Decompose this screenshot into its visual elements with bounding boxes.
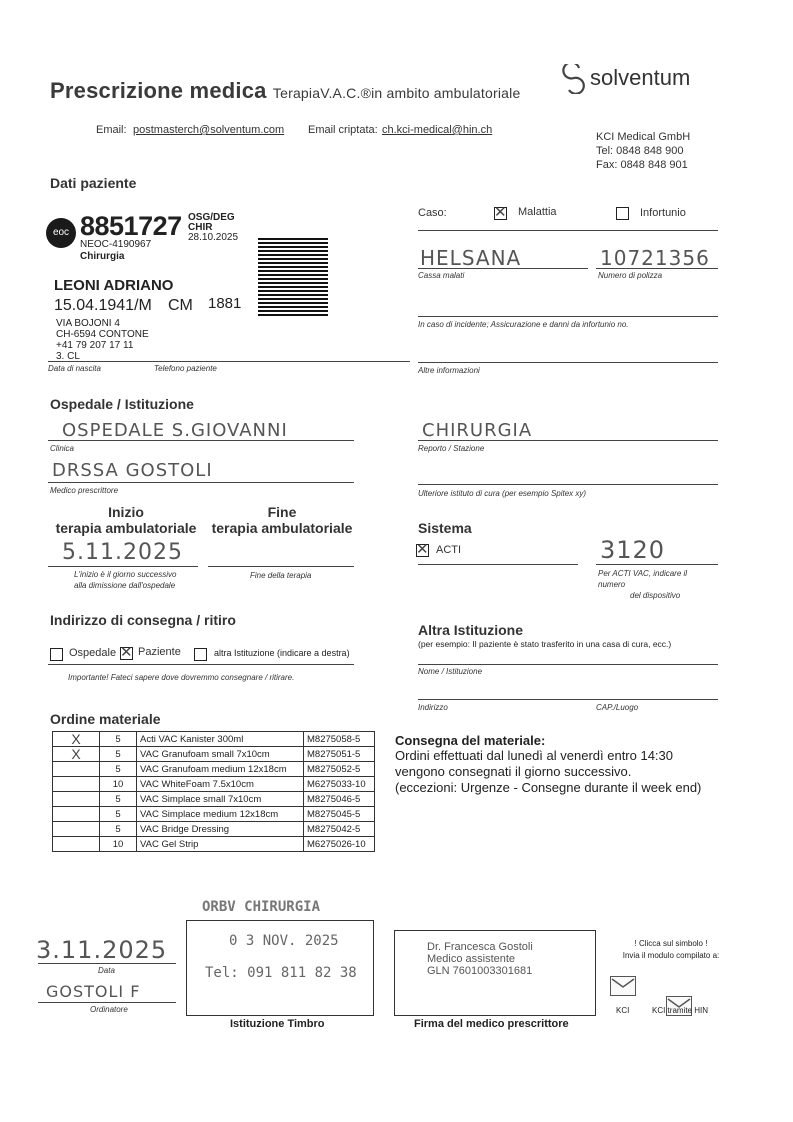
order-mark <box>53 792 100 807</box>
order-desc: VAC WhiteFoam 7.5x10cm <box>137 777 304 792</box>
polizza-value: 10721356 <box>600 246 710 270</box>
start-note <box>74 569 176 591</box>
order-qty: 10 <box>100 837 137 852</box>
reparto-label: Reporto / Stazione <box>418 444 485 453</box>
order-row <box>53 837 375 852</box>
order-mark: X <box>53 732 100 747</box>
order-row <box>53 777 375 792</box>
cassa-line <box>418 268 588 269</box>
stamp-box <box>186 920 374 1016</box>
order-mark <box>53 807 100 822</box>
delivery-line <box>48 664 354 665</box>
consegna-line-2: vengono consegnati il giorno successivo. <box>395 764 632 779</box>
order-row <box>53 822 375 837</box>
signature-box <box>394 930 596 1016</box>
send-instructions <box>596 938 746 962</box>
doctor-role: Medico assistente <box>427 953 516 965</box>
malattia-label: Malattia <box>518 206 557 218</box>
start-title-2: terapia ambulatoriale <box>55 520 197 536</box>
brand-name: solventum <box>590 64 691 90</box>
section-ordine-materiale <box>50 711 161 727</box>
stamp-tel: Tel: 091 811 82 38 <box>205 965 357 981</box>
order-code: M8275051-5 <box>304 747 375 762</box>
section-ospedale: Ospedale / Istituzione <box>50 396 194 412</box>
acti-label: ACTI <box>436 544 462 556</box>
order-code: M6275026-10 <box>304 837 375 852</box>
start-date-value: 5.11.2025 <box>62 540 183 565</box>
firma-label: Firma del medico prescrittore <box>414 1018 569 1030</box>
patient-dob: 15.04.1941/M <box>54 297 152 314</box>
sticker-dept: Chirurgia <box>80 251 125 262</box>
end-title-1: Fine <box>267 504 297 520</box>
medico-label: Medico prescrittore <box>50 486 119 495</box>
order-desc: VAC Simplace small 7x10cm <box>137 792 304 807</box>
dob-label: Data di nascita <box>48 364 101 373</box>
dob-line <box>48 361 410 362</box>
consegna-title: Consegna del materiale: <box>395 733 546 748</box>
medico-value: DRSSA GOSTOLI <box>52 460 213 481</box>
order-mark <box>53 777 100 792</box>
ospedale-label: Ospedale <box>69 647 117 659</box>
order-row <box>53 747 375 762</box>
consegna-line-1: Ordini effettuati dal lunedì al venerdì entro 14:30 <box>395 748 674 763</box>
company-name: KCI Medical GmbH <box>596 131 691 143</box>
altra-option-label: altra Istituzione (indicare a destra) <box>214 648 350 658</box>
order-qty: 5 <box>100 807 137 822</box>
data-line <box>38 963 176 964</box>
altra-checkbox[interactable] <box>194 646 207 664</box>
order-row <box>53 732 375 747</box>
order-desc: Acti VAC Kanister 300ml <box>137 732 304 747</box>
ospedale-checkbox[interactable] <box>50 646 63 664</box>
patient-phone: +41 79 207 17 11 <box>56 340 134 351</box>
end-line <box>208 566 354 567</box>
envelope-icon <box>611 977 635 995</box>
hin-label: KCI tramite HIN <box>652 1006 709 1015</box>
order-mark: X <box>53 747 100 762</box>
start-title <box>52 504 200 536</box>
order-code: M6275033-10 <box>304 777 375 792</box>
altra-line-1 <box>418 664 718 665</box>
email-label: Email: <box>96 124 127 136</box>
patient-address <box>56 318 149 362</box>
doctor-stamp <box>427 941 533 977</box>
email-link[interactable]: postmasterch@solventum.com <box>133 124 285 136</box>
acti-line <box>418 564 578 565</box>
device-line <box>596 564 718 565</box>
patient-name: LEONI ADRIANO <box>54 277 174 294</box>
case-line <box>418 230 718 231</box>
device-note-3: del dispositivo <box>630 591 681 600</box>
email-encrypted-label: Email criptata: <box>308 124 378 136</box>
acti-checkbox[interactable] <box>416 542 429 560</box>
order-code: M8275046-5 <box>304 792 375 807</box>
order-code: M8275058-5 <box>304 732 375 747</box>
indirizzo-label: Indirizzo <box>418 703 448 712</box>
brand-logo <box>562 64 690 94</box>
company-tel: Tel: 0848 848 900 <box>596 145 684 157</box>
order-row <box>53 807 375 822</box>
ordinatore-label: Ordinatore <box>90 1005 128 1014</box>
patient-class: 3. CL <box>56 351 80 362</box>
order-table <box>52 731 375 852</box>
patient-code: 1881 <box>208 295 242 312</box>
stamp-date: 0 3 NOV. 2025 <box>229 933 339 949</box>
order-desc: VAC Simplace medium 12x18cm <box>137 807 304 822</box>
patient-id: 8851727 <box>80 211 182 241</box>
start-title-1: Inizio <box>108 504 144 520</box>
patient-cm: CM <box>168 297 193 314</box>
altra-line-2 <box>418 699 718 700</box>
order-qty: 5 <box>100 762 137 777</box>
consegna-line-3: (eccezioni: Urgenze - Consegne durante il week end) <box>395 780 702 795</box>
ulteriore-label: Ulteriore istituto di cura (per esempio Spitex xy) <box>418 489 587 498</box>
malattia-checkbox[interactable] <box>494 205 507 223</box>
order-qty: 5 <box>100 732 137 747</box>
ulteriore-line <box>418 484 718 485</box>
order-desc: VAC Bridge Dressing <box>137 822 304 837</box>
section-dati-paziente: Dati paziente <box>50 175 137 191</box>
email-encrypted-link[interactable]: ch.kci-medical@hin.ch <box>382 124 493 136</box>
infortunio-label: Infortunio <box>640 207 686 219</box>
altra-desc: (per esempio: Il paziente è stato trasferito in una casa di cura, ecc.) <box>418 639 672 649</box>
altre-label: Altre informazioni <box>418 366 480 375</box>
cassa-label: Cassa malati <box>418 271 465 280</box>
kci-label: KCI <box>616 1006 630 1015</box>
order-code: M8275052-5 <box>304 762 375 777</box>
clinica-line <box>48 440 354 441</box>
data-label: Data <box>98 966 115 975</box>
patient-street: VIA BOJONI 4 <box>56 318 120 329</box>
order-qty: 10 <box>100 777 137 792</box>
delivery-note: Importante! Fateci sapere dove dovremmo consegnare / ritirare. <box>68 673 295 682</box>
order-mark <box>53 837 100 852</box>
incidente-line <box>418 316 718 317</box>
order-code: M8275042-5 <box>304 822 375 837</box>
clinica-label: Clinica <box>50 444 75 453</box>
ordinatore-line <box>38 1002 176 1003</box>
order-row <box>53 762 375 777</box>
order-qty: 5 <box>100 747 137 762</box>
neoc-number: NEOC-4190967 <box>80 239 152 250</box>
polizza-label: Numero di polizza <box>598 271 663 280</box>
end-title-2: terapia ambulatoriale <box>211 520 353 536</box>
order-row <box>53 792 375 807</box>
company-info <box>596 130 690 172</box>
start-note-2: alla dimissione dall'ospedale <box>74 581 176 590</box>
order-desc: VAC Granufoam medium 12x18cm <box>137 762 304 777</box>
sticker-date: 28.10.2025 <box>188 232 239 243</box>
order-qty: 5 <box>100 822 137 837</box>
infortunio-checkbox[interactable] <box>616 205 629 223</box>
sticker-dept-block <box>188 213 238 243</box>
start-note-1: L'inizio è il giorno successivo <box>74 570 177 579</box>
consegna-block <box>395 733 735 796</box>
end-title <box>208 504 356 536</box>
send-instruction: Invia il modulo compilato a: <box>622 951 720 960</box>
cassa-value: HELSANA <box>420 246 522 270</box>
ordinatore-value: GOSTOLI F <box>46 982 141 1001</box>
order-mark <box>53 762 100 777</box>
device-note-1: Per ACTI VAC, indicare il <box>598 569 688 578</box>
cap-label: CAP./Luogo <box>596 703 639 712</box>
order-section-suffix: e <box>152 711 161 727</box>
dept-code: OSG/DEG <box>188 212 235 223</box>
order-desc: VAC Granufoam small 7x10cm <box>137 747 304 762</box>
reparto-value: CHIRURGIA <box>422 420 533 441</box>
paziente-label: Paziente <box>138 646 181 658</box>
nome-label: Nome / Istituzione <box>418 667 483 676</box>
barcode <box>258 238 328 316</box>
order-section-text: Ordine material <box>50 711 153 727</box>
order-code: M8275045-5 <box>304 807 375 822</box>
medico-line <box>48 482 354 483</box>
eoc-logo: eoc <box>46 218 76 248</box>
page-title: Prescrizione medica TerapiaV.A.C.®in ambito ambulatoriale <box>50 78 521 103</box>
device-number-value: 3120 <box>600 536 666 564</box>
data-value: 3.11.2025 <box>36 936 168 964</box>
doctor-gln: GLN 7601003301681 <box>427 965 533 977</box>
doctor-name: Dr. Francesca Gostoli <box>427 941 533 953</box>
kci-mail-icon[interactable] <box>610 976 636 996</box>
company-fax: Fax: 0848 848 901 <box>596 159 688 171</box>
altre-line <box>418 362 718 363</box>
section-sistema: Sistema <box>418 520 472 536</box>
click-instruction: ! Clicca sul simbolo ! <box>634 939 708 948</box>
order-qty: 5 <box>100 792 137 807</box>
start-line <box>48 566 198 567</box>
incidente-label: In caso di incidente; Assicurazione e danni da infortunio no. <box>418 320 629 329</box>
section-consegna-ritiro: Indirizzo di consegna / ritiro <box>50 612 236 628</box>
order-desc: VAC Gel Strip <box>137 837 304 852</box>
polizza-line <box>596 268 718 269</box>
order-mark <box>53 822 100 837</box>
chir-code: CHIR <box>188 222 213 233</box>
phone-label: Telefono paziente <box>154 364 217 373</box>
stamp-department: ORBV CHIRURGIA <box>202 899 321 915</box>
solventum-logo-icon <box>562 64 586 94</box>
reparto-line <box>418 440 718 441</box>
clinica-value: OSPEDALE S.GIOVANNI <box>62 420 288 441</box>
paziente-checkbox[interactable] <box>120 645 133 663</box>
istituzione-label: Istituzione Timbro <box>230 1018 325 1030</box>
section-altra-istituzione: Altra Istituzione <box>418 622 524 638</box>
end-note: Fine della terapia <box>250 571 312 580</box>
device-note <box>598 568 687 601</box>
case-label: Caso: <box>418 207 447 219</box>
patient-city: CH-6594 CONTONE <box>56 329 149 340</box>
page-subtitle: TerapiaV.A.C.®in ambito ambulatoriale <box>272 85 521 101</box>
device-note-2: numero <box>598 580 626 589</box>
